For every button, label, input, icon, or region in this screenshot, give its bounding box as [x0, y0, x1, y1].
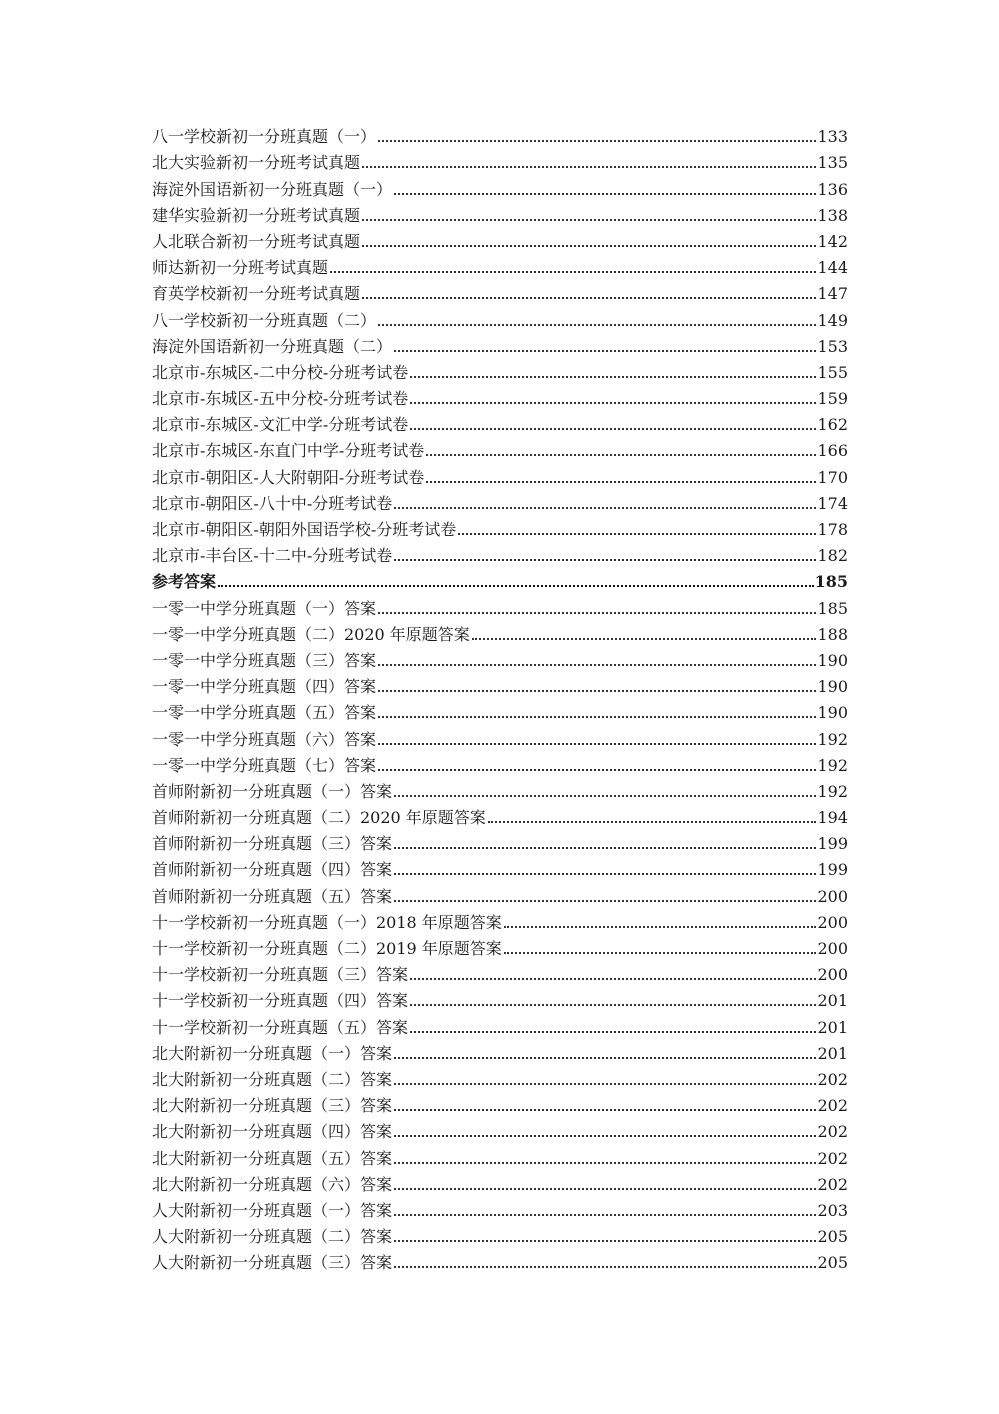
toc-entry[interactable] [152, 383, 848, 409]
toc-entry-page: 135 [817, 153, 848, 173]
toc-entry-title: 一零一中学分班真题（一）答案 [152, 598, 377, 618]
toc-entry-title: 海淀外国语新初一分班真题（一） [152, 179, 393, 199]
toc-entry-title: 八一学校新初一分班真题（二） [152, 310, 377, 330]
toc-entry-title: 人大附新初一分班真题（一）答案 [152, 1200, 393, 1220]
toc-entry-page: 202 [817, 1069, 848, 1089]
toc-entry-page: 138 [817, 205, 848, 225]
toc-entry[interactable] [152, 723, 848, 749]
toc-entry[interactable] [152, 488, 848, 514]
toc-entry[interactable] [152, 1090, 848, 1116]
toc-entry[interactable] [152, 697, 848, 723]
toc-entry-title: 十一学校新初一分班真题（四）答案 [152, 991, 409, 1011]
toc-entry[interactable] [152, 357, 848, 383]
toc-entry-title: 首师附新初一分班真题（一）答案 [152, 781, 393, 801]
toc-entry[interactable] [152, 1169, 848, 1195]
toc-entry-title: 十一学校新初一分班真题（二）2019 年原题答案 [152, 939, 502, 958]
toc-entry[interactable] [152, 540, 848, 566]
toc-dot-leader [394, 1188, 816, 1190]
toc-dot-leader [330, 271, 816, 273]
toc-entry-title: 首师附新初一分班真题（三）答案 [152, 834, 393, 854]
toc-entry[interactable] [152, 907, 848, 933]
toc-entry-title: 一零一中学分班真题（四）答案 [152, 677, 377, 697]
toc-entry-title: 北京市-朝阳区-朝阳外国语学校-分班考试卷 [152, 520, 457, 539]
toc-entry[interactable] [152, 1195, 848, 1221]
toc-dot-leader [394, 1109, 816, 1111]
toc-entry[interactable] [152, 619, 848, 645]
toc-entry-title: 参考答案 [152, 572, 217, 592]
toc-entry-title: 首师附新初一分班真题（二）2020 年原题答案 [152, 808, 486, 828]
toc-entry[interactable] [152, 671, 848, 697]
toc-entry[interactable] [152, 173, 848, 199]
toc-dot-leader [394, 507, 816, 509]
toc-entry-page: 200 [817, 965, 848, 985]
toc-entry[interactable] [152, 854, 848, 880]
toc-entry-page: 202 [817, 1122, 848, 1142]
toc-entry[interactable] [152, 828, 848, 854]
toc-entry-title: 北大附新初一分班真题（一）答案 [152, 1043, 393, 1063]
toc-entry[interactable] [152, 514, 848, 540]
toc-entry-title: 十一学校新初一分班真题（三）答案 [152, 965, 409, 985]
toc-entry-page: 182 [817, 546, 848, 566]
toc-entry-title: 北京市-东城区-文汇中学-分班考试卷 [152, 415, 409, 435]
toc-entry[interactable] [152, 985, 848, 1011]
toc-entry-title: 一零一中学分班真题（六）答案 [152, 729, 377, 749]
toc-dot-leader [394, 900, 816, 902]
toc-entry-title: 育英学校新初一分班考试真题 [152, 284, 361, 304]
toc-entry-page: 190 [817, 677, 848, 697]
toc-dot-leader [362, 297, 816, 299]
toc-entry-page: 205 [817, 1253, 848, 1273]
toc-dot-leader [394, 1083, 816, 1085]
toc-entry-title: 十一学校新初一分班真题（一）2018 年原题答案 [152, 912, 502, 932]
toc-dot-leader [472, 638, 817, 640]
toc-entry-page: 188 [817, 624, 848, 644]
toc-entry-title: 首师附新初一分班真题（五）答案 [152, 886, 393, 906]
toc-dot-leader [394, 1214, 816, 1216]
toc-entry-page: 133 [817, 127, 848, 147]
toc-entry-page: 136 [817, 179, 848, 199]
toc-dot-leader [410, 428, 816, 430]
toc-entry-page: 149 [817, 310, 848, 330]
toc-entry-page: 153 [817, 336, 848, 356]
toc-dot-leader [394, 559, 816, 561]
toc-entry-title: 北京市-东城区-五中分校-分班考试卷 [152, 389, 409, 409]
toc-entry-page: 201 [817, 991, 848, 1011]
toc-entry-title: 北大实验新初一分班考试真题 [152, 153, 361, 173]
toc-entry[interactable] [152, 750, 848, 776]
toc-dot-leader [410, 1004, 816, 1006]
toc-entry[interactable] [152, 1116, 848, 1142]
toc-entry-title: 海淀外国语新初一分班真题（二） [152, 336, 393, 356]
toc-entry[interactable] [152, 880, 848, 906]
toc-entry[interactable] [152, 1142, 848, 1168]
toc-entry[interactable] [152, 121, 848, 147]
toc-entry-page: 200 [817, 912, 848, 932]
toc-entry-page: 142 [817, 231, 848, 251]
toc-entry-page: 174 [817, 493, 848, 513]
toc-dot-leader [426, 481, 816, 483]
toc-dot-leader [394, 1162, 816, 1164]
toc-entry-title: 八一学校新初一分班真题（一） [152, 127, 377, 147]
toc-entry-page: 199 [817, 860, 848, 880]
toc-entry-page: 205 [817, 1227, 848, 1247]
toc-entry[interactable] [152, 592, 848, 618]
toc-entry-page: 194 [817, 808, 848, 828]
toc-entry-page: 201 [817, 1043, 848, 1063]
toc-entry[interactable] [152, 645, 848, 671]
toc-dot-leader [362, 166, 816, 168]
toc-entry[interactable] [152, 200, 848, 226]
toc-entry[interactable] [152, 461, 848, 487]
toc-entry[interactable] [152, 278, 848, 304]
toc-entry-page: 166 [817, 441, 848, 461]
toc-entry[interactable] [152, 1247, 848, 1273]
toc-entry-page: 200 [817, 886, 848, 906]
toc-entry-page: 192 [817, 781, 848, 801]
toc-entry-page: 202 [817, 1174, 848, 1194]
toc-entry[interactable] [152, 435, 848, 461]
toc-dot-leader [394, 873, 816, 875]
toc-entry[interactable] [152, 1221, 848, 1247]
toc-entry-page: 162 [817, 415, 848, 435]
toc-entry[interactable] [152, 304, 848, 330]
toc-dot-leader [394, 350, 816, 352]
toc-dot-leader [410, 978, 816, 980]
toc-entry-title: 首师附新初一分班真题（四）答案 [152, 860, 393, 880]
toc-dot-leader [504, 926, 817, 928]
toc-dot-leader [394, 1266, 816, 1268]
toc-section-heading[interactable] [152, 566, 848, 592]
toc-dot-leader [378, 324, 816, 326]
toc-entry-page: 201 [817, 1017, 848, 1037]
toc-entry[interactable] [152, 226, 848, 252]
toc-dot-leader [378, 664, 816, 666]
toc-entry-title: 北京市-东城区-东直门中学-分班考试卷 [152, 441, 425, 461]
toc-entry[interactable] [152, 409, 848, 435]
toc-entry-title: 北京市-朝阳区-八十中-分班考试卷 [152, 493, 393, 513]
toc-entry[interactable] [152, 776, 848, 802]
toc-dot-leader [362, 219, 816, 221]
toc-dot-leader [378, 769, 816, 771]
toc-entry[interactable] [152, 331, 848, 357]
toc-entry-title: 北大附新初一分班真题（三）答案 [152, 1096, 393, 1116]
toc-dot-leader [394, 795, 816, 797]
toc-dot-leader [394, 193, 816, 195]
toc-entry[interactable] [152, 252, 848, 278]
toc-entry-page: 185 [814, 572, 848, 592]
toc-entry-page: 199 [817, 834, 848, 854]
toc-dot-leader [394, 1057, 816, 1059]
toc-dot-leader [218, 585, 814, 587]
toc-dot-leader [426, 454, 816, 456]
toc-entry-title: 十一学校新初一分班真题（五）答案 [152, 1017, 409, 1037]
toc-entry[interactable] [152, 1064, 848, 1090]
toc-entry-page: 178 [817, 520, 848, 539]
toc-entry-page: 185 [817, 598, 848, 618]
toc-entry-title: 人大附新初一分班真题（三）答案 [152, 1253, 393, 1273]
toc-dot-leader [410, 1031, 816, 1033]
toc-entry-page: 170 [817, 467, 848, 487]
toc-entry-title: 一零一中学分班真题（七）答案 [152, 755, 377, 775]
toc-dot-leader [378, 690, 816, 692]
toc-entry-title: 人北联合新初一分班考试真题 [152, 231, 361, 251]
toc-entry-title: 北大附新初一分班真题（五）答案 [152, 1148, 393, 1168]
toc-dot-leader [458, 533, 816, 535]
toc-entry-title: 北大附新初一分班真题（四）答案 [152, 1122, 393, 1142]
toc-dot-leader [378, 743, 816, 745]
toc-entry-page: 159 [817, 389, 848, 409]
toc-entry-title: 北大附新初一分班真题（二）答案 [152, 1069, 393, 1089]
toc-entry-title: 北京市-丰台区-十二中-分班考试卷 [152, 546, 393, 566]
toc-entry-page: 202 [817, 1148, 848, 1168]
toc-entry-page: 147 [817, 284, 848, 304]
toc-entry-title: 一零一中学分班真题（三）答案 [152, 650, 377, 670]
toc-dot-leader [394, 1240, 816, 1242]
toc-dot-leader [378, 612, 816, 614]
toc-entry[interactable] [152, 1011, 848, 1037]
toc-entry-title: 人大附新初一分班真题（二）答案 [152, 1227, 393, 1247]
toc-dot-leader [394, 1135, 816, 1137]
toc-entry-page: 192 [817, 755, 848, 775]
toc-dot-leader [504, 952, 817, 954]
toc-entry-page: 190 [817, 703, 848, 723]
table-of-contents [152, 121, 848, 1273]
toc-entry[interactable] [152, 147, 848, 173]
toc-entry-title: 师达新初一分班考试真题 [152, 258, 329, 278]
toc-dot-leader [362, 245, 816, 247]
toc-entry-page: 203 [817, 1200, 848, 1220]
toc-entry-title: 北京市-朝阳区-人大附朝阳-分班考试卷 [152, 467, 425, 487]
toc-entry-title: 北京市-东城区-二中分校-分班考试卷 [152, 362, 409, 382]
toc-dot-leader [410, 376, 816, 378]
toc-entry[interactable] [152, 802, 848, 828]
toc-entry-title: 建华实验新初一分班考试真题 [152, 205, 361, 225]
toc-entry-page: 155 [817, 362, 848, 382]
toc-entry-page: 144 [817, 258, 848, 278]
toc-dot-leader [488, 821, 817, 823]
toc-dot-leader [378, 716, 816, 718]
toc-entry[interactable] [152, 959, 848, 985]
toc-dot-leader [410, 402, 816, 404]
toc-entry-page: 200 [817, 939, 848, 958]
toc-entry-title: 一零一中学分班真题（二）2020 年原题答案 [152, 624, 470, 644]
toc-entry-page: 202 [817, 1096, 848, 1116]
toc-entry-title: 一零一中学分班真题（五）答案 [152, 703, 377, 723]
toc-dot-leader [378, 140, 816, 142]
toc-entry-page: 192 [817, 729, 848, 749]
toc-entry[interactable] [152, 933, 848, 959]
toc-entry-title: 北大附新初一分班真题（六）答案 [152, 1174, 393, 1194]
toc-entry-page: 190 [817, 650, 848, 670]
toc-dot-leader [394, 847, 816, 849]
toc-entry[interactable] [152, 1038, 848, 1064]
